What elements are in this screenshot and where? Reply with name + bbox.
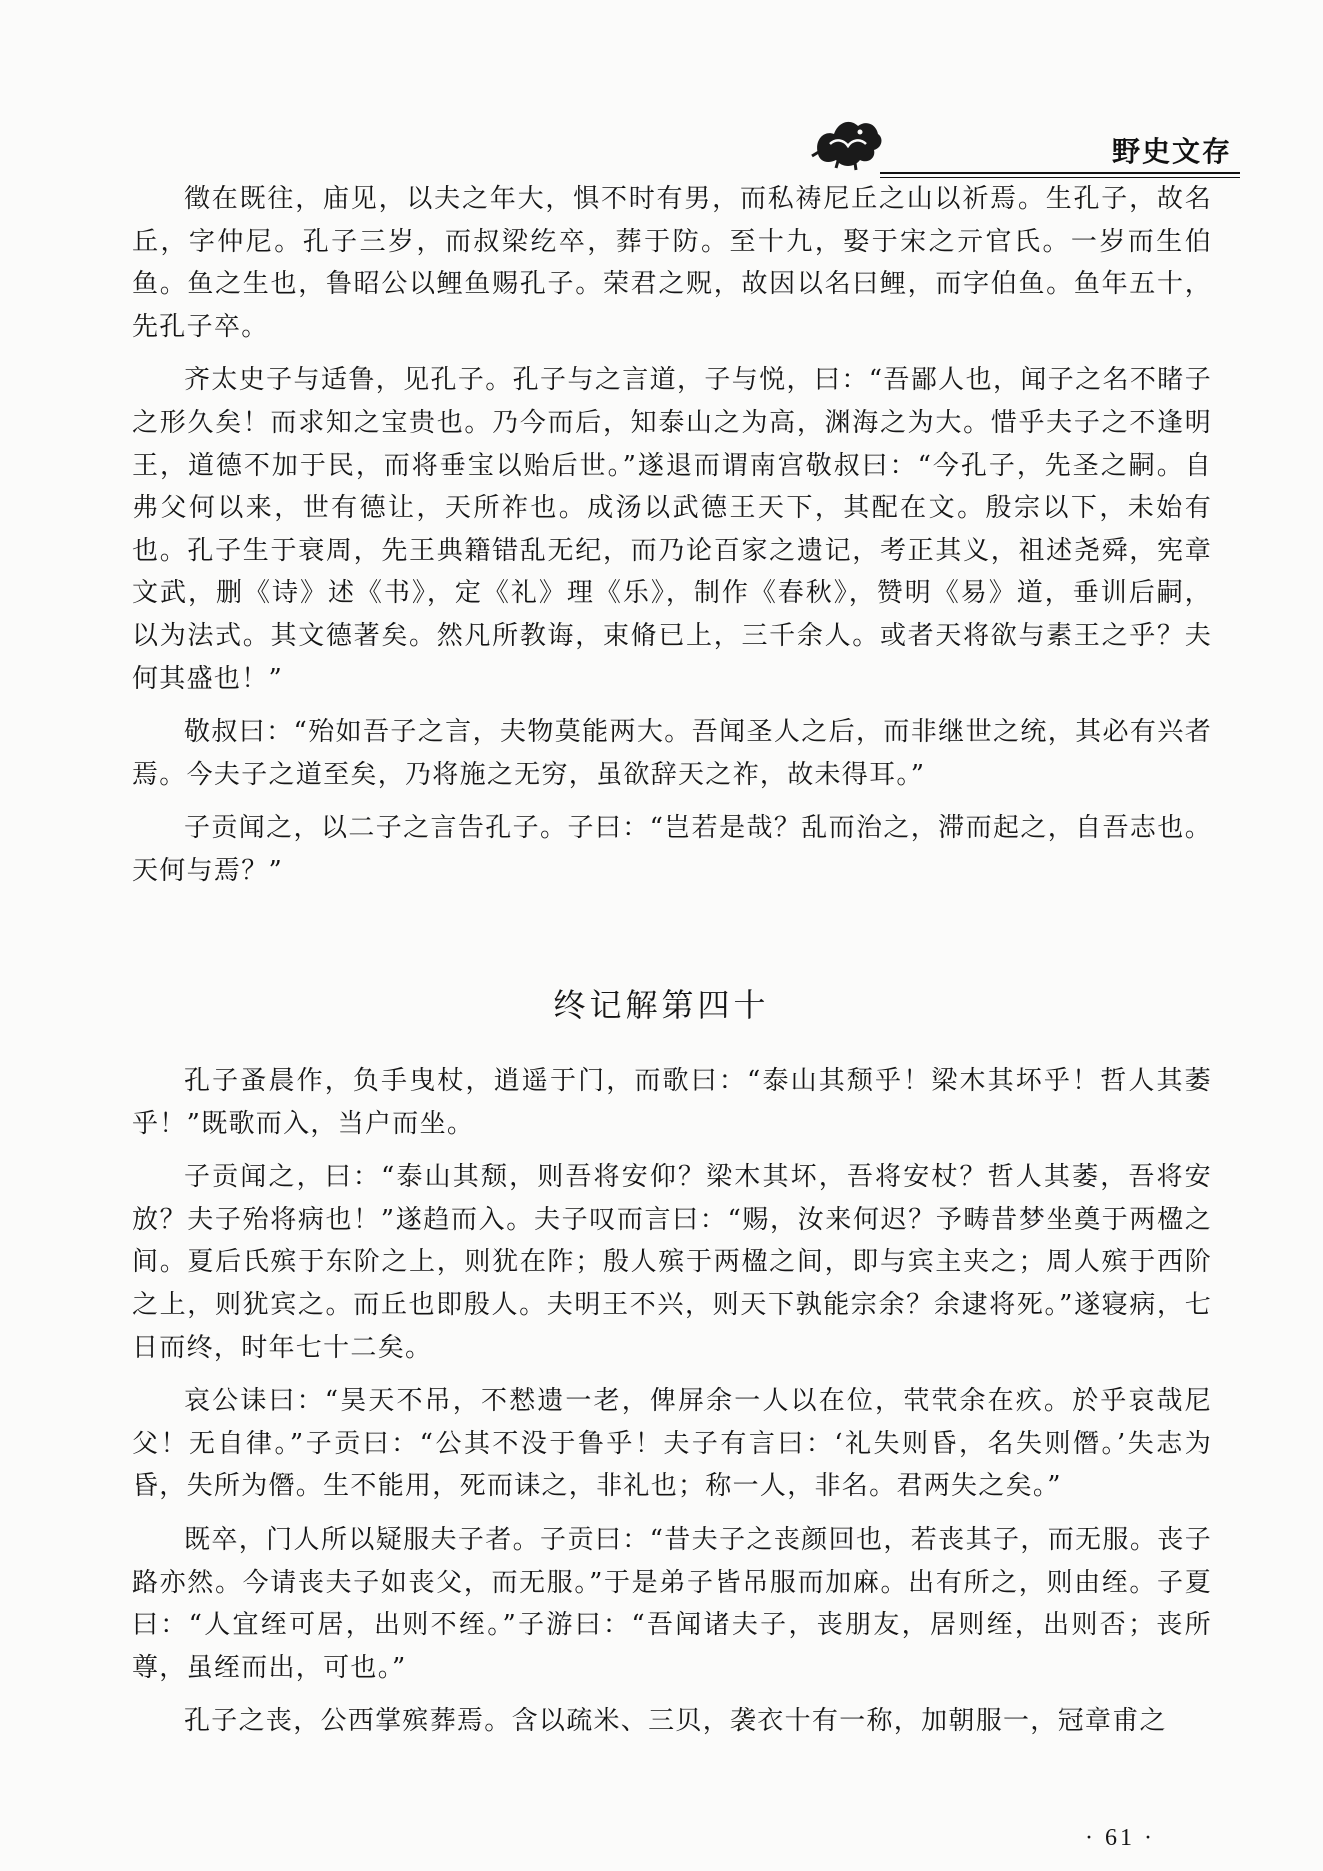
paragraph: 孔子蚤晨作，负手曳杖，逍遥于门，而歌曰：“泰山其颓乎！梁木其坏乎！哲人其萎乎！”既歌而入，当户而坐。 xyxy=(132,1066,1212,1139)
paragraph: 子贡闻之，以二子之言告孔子。子曰：“岂若是哉？乱而治之，滞而起之，自吾志也。天何与焉？” xyxy=(132,813,1212,886)
paragraph: 子贡闻之，曰：“泰山其颓，则吾将安仰？梁木其坏，吾将安杖？哲人其萎，吾将安放？夫子殆将病也！”遂趋而入。夫子叹而言曰：“赐，汝来何迟？予畴昔梦坐奠于两楹之间。夏后氏殡于东阶之上，则犹在阼；殷人殡于两楹之间，即与宾主夹之；周人殡于西阶之上，则犹宾之。而丘也即殷人。夫明王不兴，则天下孰能宗余？余逮将死。”遂寝病，七日而终，时年七十二矣。 xyxy=(132,1162,1212,1363)
header-title: 野史文存 xyxy=(1111,135,1232,168)
paragraph: 敬叔曰：“殆如吾子之言，夫物莫能两大。吾闻圣人之后，而非继世之统，其必有兴者焉。今夫子之道至矣，乃将施之无穷，虽欲辞天之祚，故未得耳。” xyxy=(132,717,1212,790)
dragon-emblem-icon xyxy=(810,110,886,172)
paragraph: 孔子之丧，公西掌殡葬焉。含以疏米、三贝，袭衣十有一称，加朝服一，冠章甫之 xyxy=(184,1706,1167,1737)
section-one xyxy=(132,178,1212,904)
chapter-title: 终记解第四十 xyxy=(553,986,770,1024)
paragraph: 既卒，门人所以疑服夫子者。子贡曰：“昔夫子之丧颜回也，若丧其子，而无服。丧子路亦然。今请丧夫子如丧父，而无服。”于是弟子皆吊服而加麻。出有所之，则由绖。子夏曰：“人宜绖可居，出则不绖。”子游曰：“吾闻诸夫子，丧朋友，居则绖，出则否；丧所尊，虽绖而出，可也。” xyxy=(132,1524,1212,1683)
paragraph: 齐太史子与适鲁，见孔子。孔子与之言道，子与悦，曰：“吾鄙人也，闻子之名不睹子之形久矣！而求知之宝贵也。乃今而后，知泰山之为高，渊海之为大。惜乎夫子之不逢明王，道德不加于民，而将垂宝以贻后世。”遂退而谓南宫敬叔曰：“今孔子，先圣之嗣。自弗父何以来，世有德让，天所祚也。成汤以武德王天下，其配在文。殷宗以下，未始有也。孔子生于衰周，先王典籍错乱无纪，而乃论百家之遗记，考正其义，祖述尧舜，宪章文武，删《诗》述《书》，定《礼》理《乐》，制作《春秋》，赞明《易》道，垂训后嗣，以为法式。其文德著矣。然凡所教诲，束脩已上，三千余人。或者天将欲与素王之乎？夫何其盛也！” xyxy=(132,365,1212,694)
running-header xyxy=(800,100,1240,172)
section-two xyxy=(132,1060,1212,1754)
paragraph: 哀公诔曰：“昊天不吊，不慭遗一老，俾屏余一人以在位，茕茕余在疚。於乎哀哉尼父！无自律。”子贡曰：“公其不没于鲁乎！夫子有言曰：‘礼失则昏，名失则僭。’失志为昏，失所为僭。生不能用，死而诔之，非礼也；称一人，非名。君两失之矣。” xyxy=(132,1386,1212,1502)
header-rule xyxy=(880,172,1240,174)
page-number: · 61 · xyxy=(1085,1825,1155,1851)
paragraph: 徵在既往，庙见，以夫之年大，惧不时有男，而私祷尼丘之山以祈焉。生孔子，故名丘，字仲尼。孔子三岁，而叔梁纥卒，葬于防。至十九，娶于宋之亓官氏。一岁而生伯鱼。鱼之生也，鲁昭公以鲤鱼赐孔子。荣君之贶，故因以名曰鲤，而字伯鱼。鱼年五十，先孔子卒。 xyxy=(132,184,1212,342)
